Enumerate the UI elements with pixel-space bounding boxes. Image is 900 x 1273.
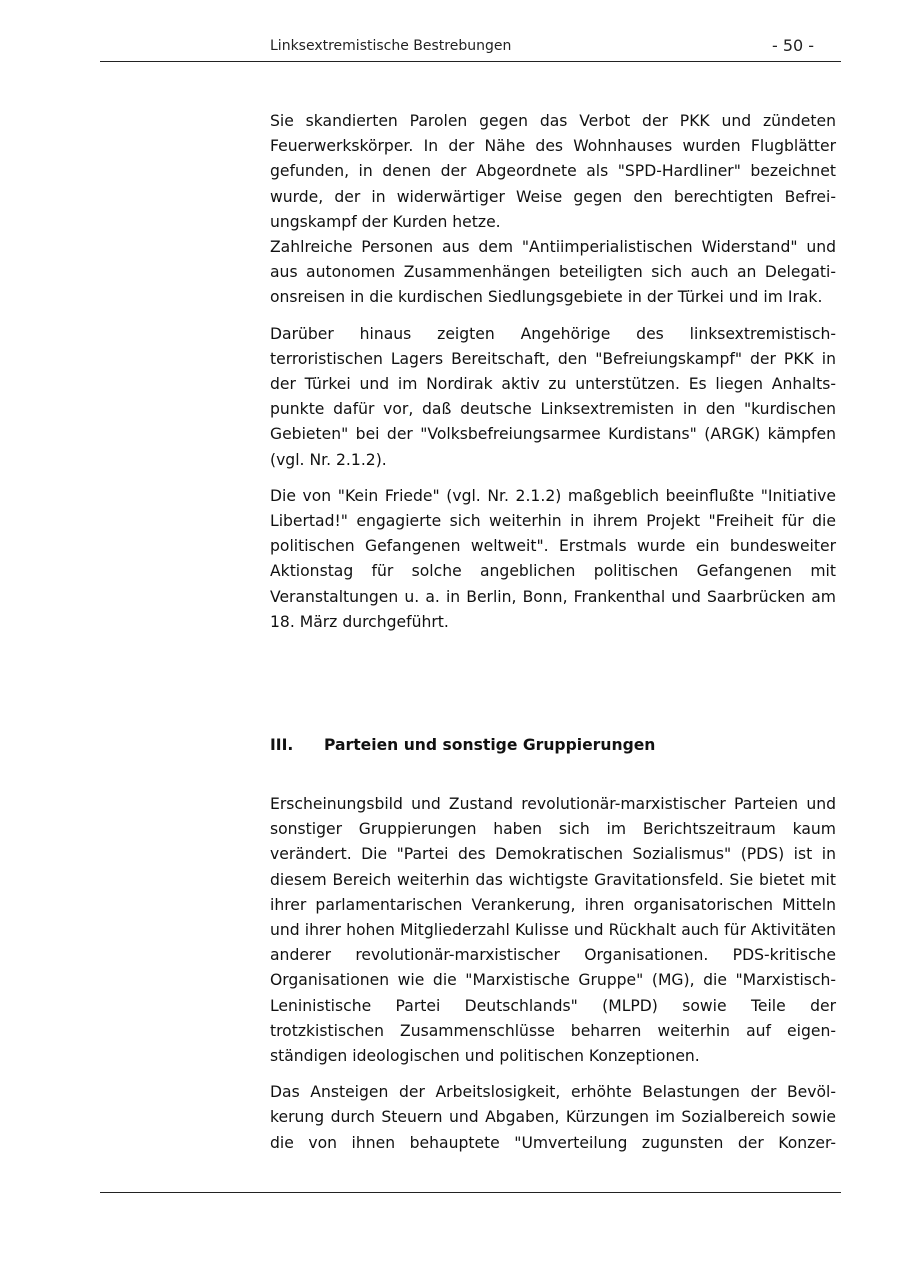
paragraph: Die von "Kein Friede" (vgl. Nr. 2.1.2) maßgeblich beeinflußte "Initiative Libertad!" engagierte sich weiterhin in ihrem Projekt "Freiheit für die politischen Gefangenen weltweit". Erstmals wurde ein bundesweiter Aktionstag für solche angeblichen politischen Gefangenen mit Veranstaltungen u. a. in Berlin, Bonn, Frankenthal und Saarbrücken am 18. März durchgeführt. bbox=[270, 486, 836, 631]
paragraph: Sie skandierten Parolen gegen das Verbot der PKK und zündeten Feuerwerkskörper. In der Nähe des Wohnhauses wurden Flugblätter gefunden, in denen der Abgeordnete als "SPD-Hardliner" bezeichnet wurde, der in widerwärtiger Weise gegen den berechtigten Befreiungskampf der Kurden hetze. bbox=[270, 112, 836, 231]
section-heading bbox=[270, 736, 655, 754]
header-rule bbox=[100, 61, 841, 62]
paragraph: Das Ansteigen der Arbeitslosigkeit, erhöhte Belastungen der Bevölkerung durch Steuern und Abgaben, Kürzungen im Sozialbereich sowie die von ihnen behauptete "Umverteilung zugunsten der Konzer- bbox=[270, 1083, 836, 1152]
footer-rule bbox=[100, 1192, 841, 1193]
section-number: III. bbox=[270, 736, 294, 754]
page-number: - 50 - bbox=[772, 36, 815, 55]
paragraph: Darüber hinaus zeigten Angehörige des linksextremistisch-terroristischen Lagers Bereitschaft, den "Befreiungskampf" der PKK in der Türkei und im Nordirak aktiv zu unterstützen. Es liegen Anhaltspunkte dafür vor, daß deutsche Linksextremisten in den "kurdischen Gebieten" bei der "Volksbefreiungsarmee Kurdistans" (ARGK) kämpfen (vgl. Nr. 2.1.2). bbox=[270, 324, 836, 469]
running-header-title: Linksextremistische Bestrebungen bbox=[270, 38, 512, 54]
text-block-bottom bbox=[270, 792, 836, 1156]
text-block-top bbox=[270, 109, 836, 635]
paragraph: Erscheinungsbild und Zustand revolutionär-marxistischer Parteien und sonstiger Gruppierungen haben sich im Berichtszeitraum kaum verändert. Die "Partei des Demokratischen Sozialismus" (PDS) ist in diesem Bereich weiterhin das wichtigste Gravitationsfeld. Sie bietet mit ihrer parlamentarischen Verankerung, ihren organisatorischen Mitteln und ihrer hohen Mitgliederzahl Kulisse und Rückhalt auch für Aktivitäten anderer revolutionär-marxistischer Organisationen. PDS-kritische Organisationen wie die "Marxistische Gruppe" (MG), die "Marxistisch-Leninistische Partei Deutschlands" (MLPD) sowie Teile der trotzkistischen Zusammenschlüsse beharren weiterhin auf eigenständigen ideologischen und politischen Konzeptionen. bbox=[270, 795, 836, 1066]
paragraph: Zahlreiche Personen aus dem "Antiimperialistischen Widerstand" und aus autonomen Zusammenhängen beteiligten sich auch an Delegationsreisen in die kurdischen Siedlungsgebiete in der Türkei und im Irak. bbox=[270, 238, 836, 307]
section-title: Parteien und sonstige Gruppierungen bbox=[324, 736, 656, 754]
